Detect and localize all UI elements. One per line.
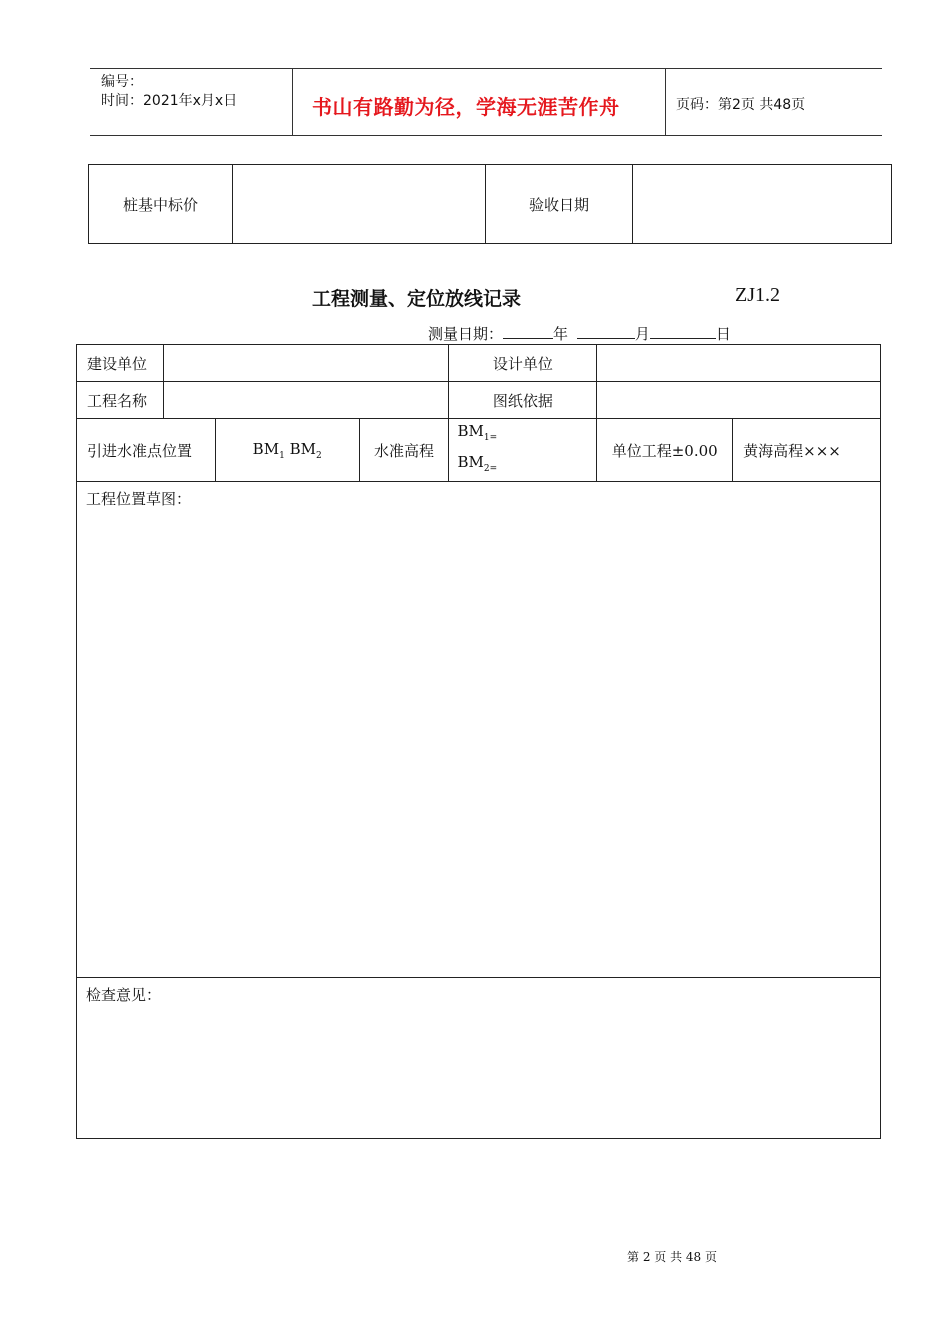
- bm2-elevation: [457, 450, 596, 481]
- bm2-elevation-sub: 2=: [483, 464, 498, 474]
- unit-project-zero-label: 单位工程±0.00: [597, 419, 733, 482]
- survey-year-label: 年: [553, 325, 569, 343]
- drawing-basis-value[interactable]: [597, 382, 881, 419]
- inspection-opinion-label: 检查意见：: [86, 986, 162, 1004]
- bm1-code-sub: 1: [279, 450, 285, 461]
- bm1-elevation-sub: 1=: [483, 433, 498, 443]
- header-motto: 书山有路勤为径，学海无涯苦作舟: [312, 95, 620, 119]
- page-footer: 第 2 页 共 48 页: [627, 1250, 717, 1264]
- bm2-elevation-prefix: BM: [457, 453, 484, 471]
- drawing-basis-label: 图纸依据: [449, 382, 597, 419]
- project-name-value[interactable]: [163, 382, 449, 419]
- table-row: [77, 382, 881, 419]
- survey-year-field[interactable]: [503, 324, 553, 339]
- header-page-info: 页码：第2页 共48页: [676, 97, 806, 113]
- build-unit-label: 建设单位: [77, 345, 164, 382]
- pile-bid-price-label: 桩基中标价: [89, 165, 233, 244]
- acceptance-date-label: 验收日期: [486, 165, 633, 244]
- table-row: [77, 482, 881, 978]
- inspection-opinion[interactable]: [77, 978, 881, 1139]
- project-location-sketch[interactable]: [77, 482, 881, 978]
- survey-month-field[interactable]: [577, 324, 635, 339]
- header-divider-right: [665, 68, 666, 136]
- bm1-code-prefix: BM: [252, 439, 280, 458]
- bm1-elevation-prefix: BM: [457, 422, 484, 440]
- document-number-label: 编号：: [101, 74, 143, 90]
- survey-day-field[interactable]: [650, 324, 716, 339]
- survey-day-label: 日: [715, 325, 731, 343]
- table-row: [77, 345, 881, 382]
- pile-bid-price-value[interactable]: [233, 165, 486, 244]
- table-row: [77, 978, 881, 1139]
- build-unit-value[interactable]: [163, 345, 449, 382]
- design-unit-value[interactable]: [597, 345, 881, 382]
- bm2-code-prefix: BM: [289, 439, 316, 458]
- survey-date-label: 测量日期：: [428, 325, 504, 343]
- table-row: [77, 419, 881, 482]
- bm2-code-sub: 2: [315, 450, 322, 461]
- project-name-label: 工程名称: [77, 382, 164, 419]
- yellow-sea-elevation-label: 黄海高程×××: [733, 419, 881, 482]
- level-elevation-label: 水准高程: [359, 419, 449, 482]
- survey-date-line: [428, 323, 731, 344]
- bm1-elevation: [457, 419, 596, 450]
- document-time-label: 时间：2021年x月x日: [101, 93, 238, 109]
- acceptance-date-value[interactable]: [633, 165, 892, 244]
- header-divider-left: [292, 68, 293, 136]
- benchmark-position-label: 引进水准点位置: [77, 419, 216, 482]
- project-location-sketch-label: 工程位置草图：: [86, 490, 192, 508]
- design-unit-label: 设计单位: [449, 345, 597, 382]
- bid-acceptance-table: [88, 164, 892, 244]
- survey-record-table: [76, 344, 881, 1139]
- survey-month-label: 月: [634, 325, 650, 343]
- benchmark-codes: [215, 419, 359, 482]
- form-title: 工程测量、定位放线记录: [312, 288, 522, 310]
- form-code: ZJ1.2: [735, 284, 780, 306]
- header-bottom-rule: [90, 135, 882, 136]
- benchmark-elevation-values[interactable]: [449, 419, 597, 482]
- header-top-rule: [90, 68, 882, 69]
